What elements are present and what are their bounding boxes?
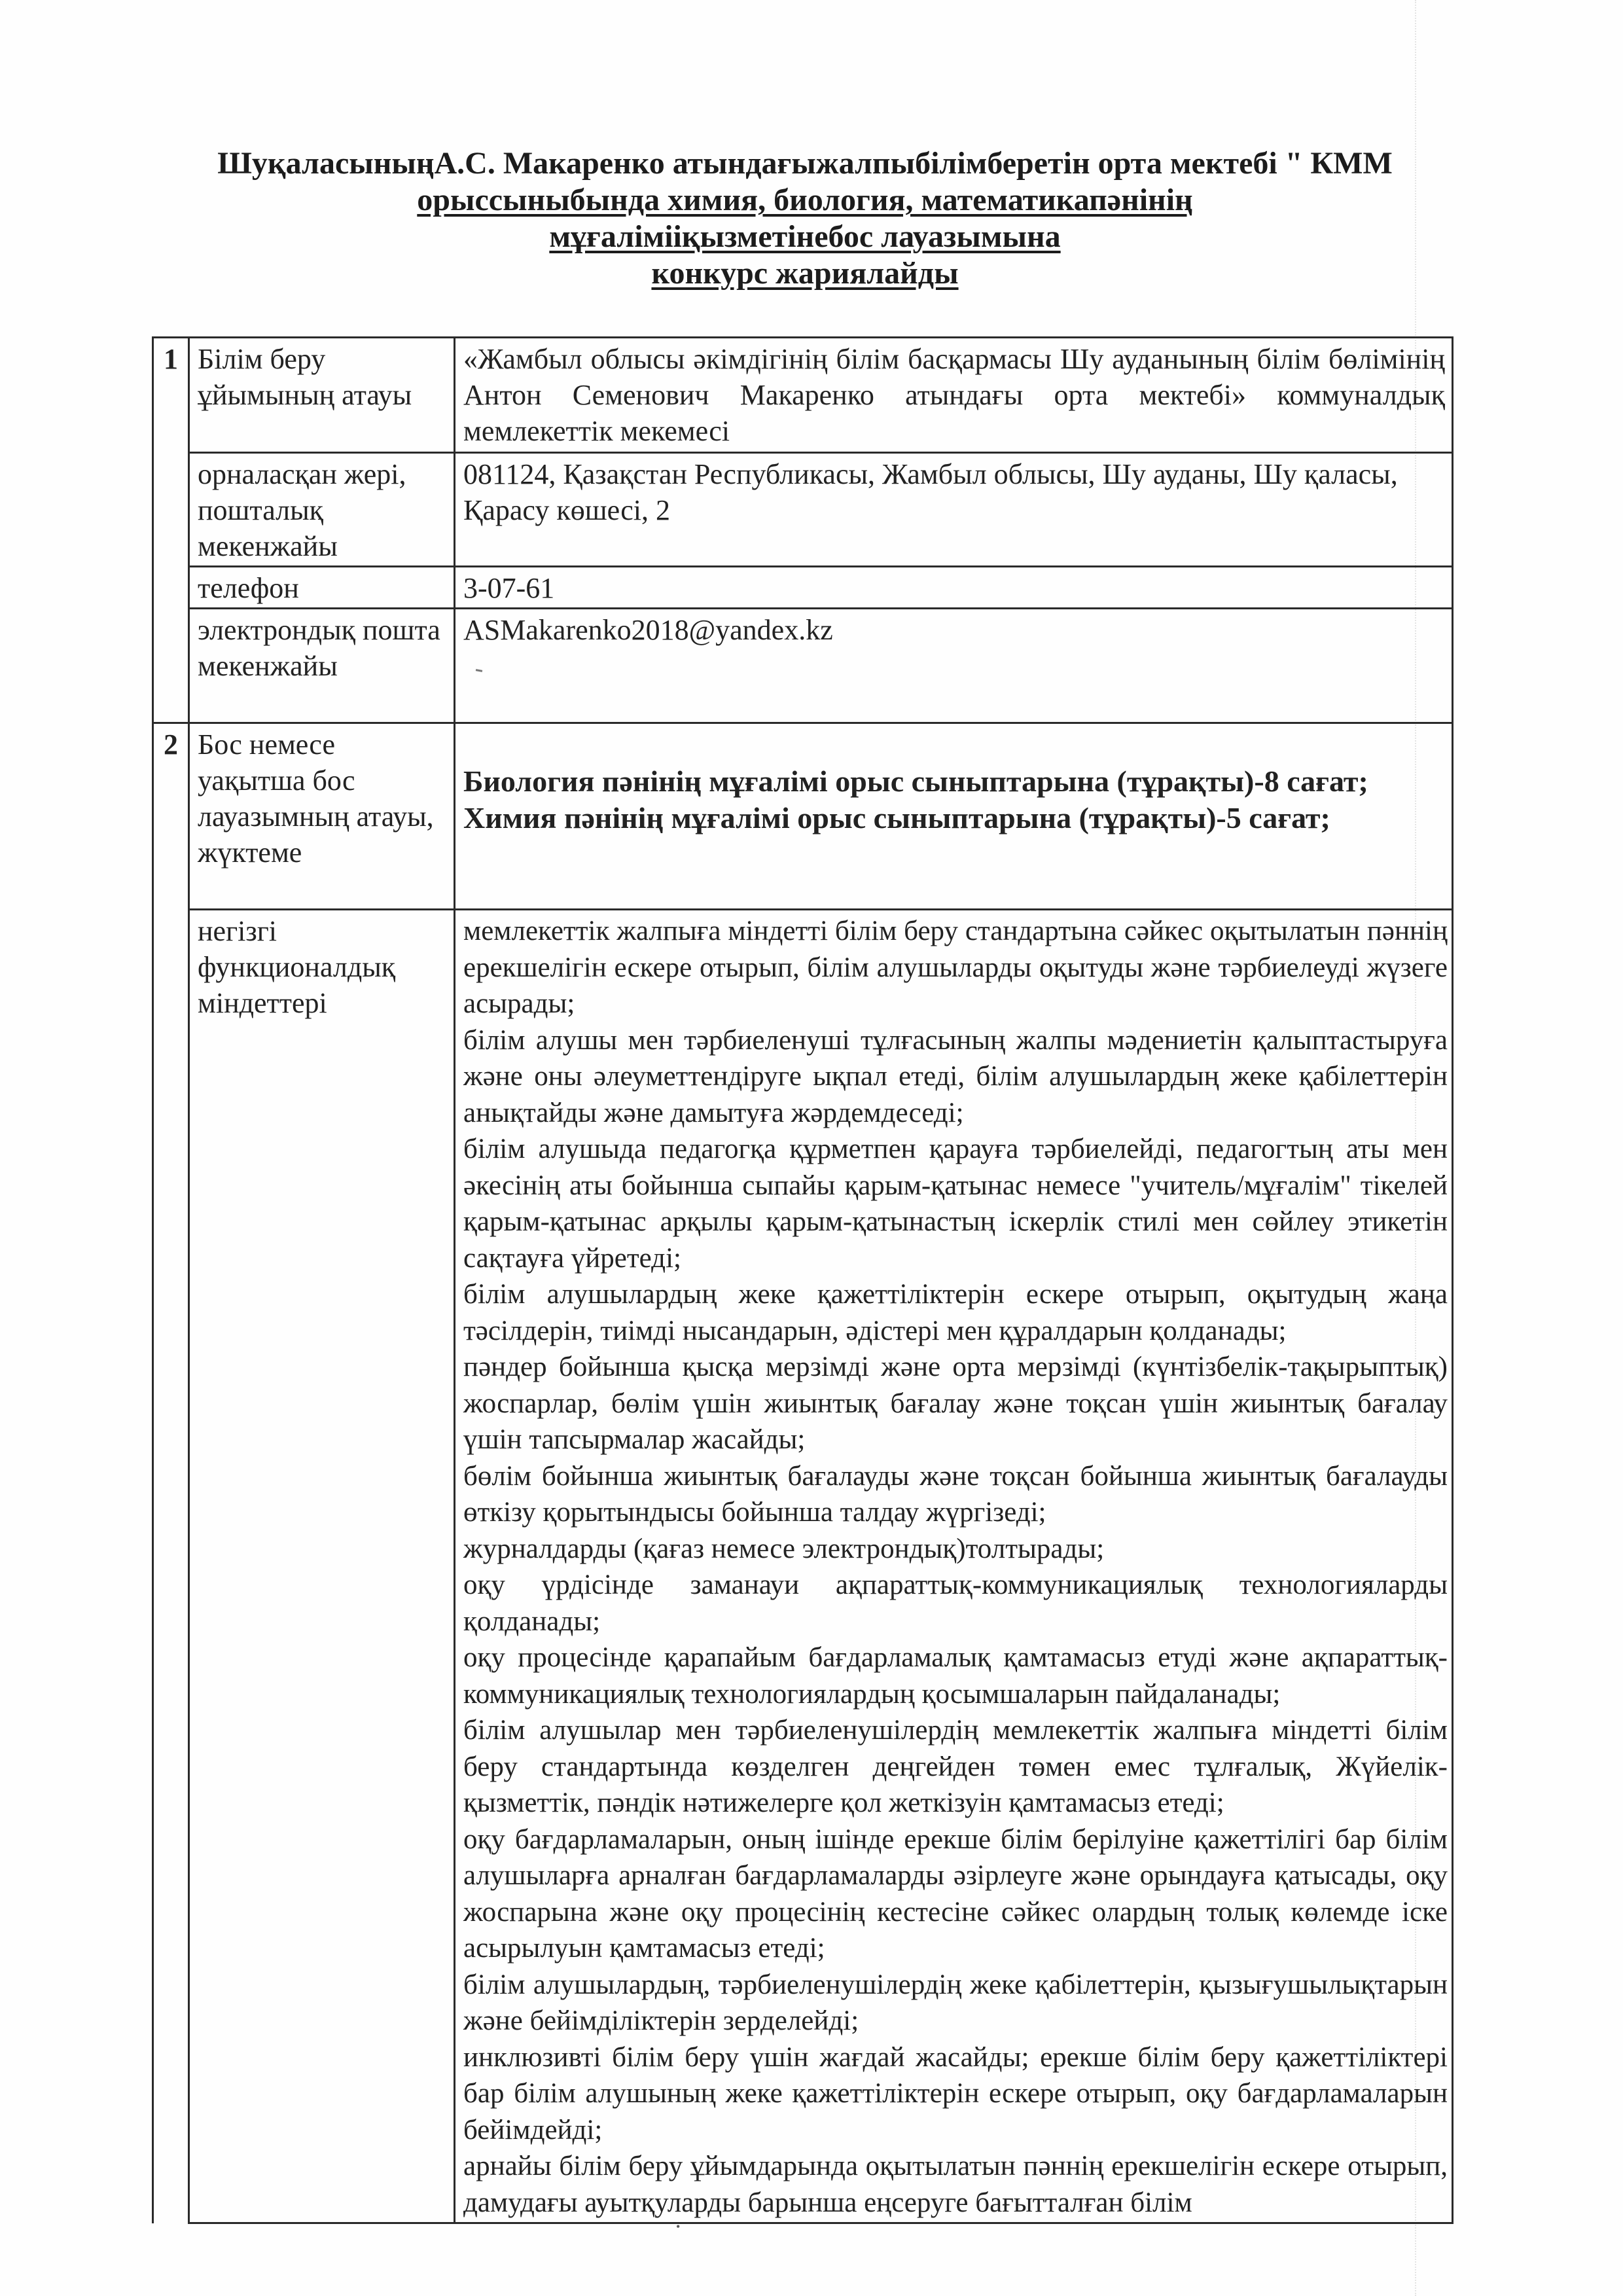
value-position bbox=[455, 723, 1453, 910]
email-address: ASMakarenko2018@yandex.kz bbox=[463, 614, 833, 646]
table-row-email bbox=[153, 609, 1453, 723]
table-row-phone bbox=[153, 567, 1453, 609]
label-address: орналасқан жері, пошталық мекенжайы bbox=[189, 453, 455, 567]
title-line-2: орыссыныбында химия, биология, математикапәнінің bbox=[417, 183, 1193, 217]
duty-item: білім алушы мен тәрбиеленуші тұлғасының жалпы мәдениетін қалыптастыруға және оны әлеуметтендіруге ықпал етеді, білім алушылардың жеке қабілеттерін анықтайды және дамытуға жәрдемдеседі; bbox=[463, 1024, 1448, 1128]
vacancy-table bbox=[152, 336, 1454, 2224]
position-chemistry: Химия пәнінің мұғалімі орыс сыныптарына (тұрақты)-5 сағат; bbox=[463, 801, 1330, 834]
label-phone: телефон bbox=[189, 567, 455, 609]
label-position: Бос немесе уақытша бос лауазымның атауы, жүктеме bbox=[189, 723, 455, 910]
table-row-duties bbox=[153, 910, 1453, 2223]
duty-item: оқу үрдісінде заманауи ақпараттық-коммуникациялық технологияларды қолданады; bbox=[463, 1570, 1448, 1637]
label-duties: негізгі функционалдық міндеттері bbox=[189, 910, 455, 2223]
table-row-org-name bbox=[153, 338, 1453, 453]
value-address: 081124, Қазақстан Республикасы, Жамбыл облысы, Шу ауданы, Шу қаласы, Қарасу көшесі, 2 bbox=[455, 453, 1453, 567]
title-line-3: мұғалімііқызметінебос лауазымына bbox=[549, 219, 1061, 254]
title-line-4: конкурс жариялайды bbox=[651, 256, 959, 291]
table-row-address bbox=[153, 453, 1453, 567]
value-phone: 3-07-61 bbox=[455, 567, 1453, 609]
duty-item: журналдарды (қағаз немесе электрондық)толтырады; bbox=[463, 1533, 1105, 1564]
scan-speck: • bbox=[676, 2220, 681, 2233]
position-biology: Биология пәнінің мұғалімі орыс сыныптарына (тұрақты)-8 сағат; bbox=[463, 764, 1368, 798]
announcement-title bbox=[157, 145, 1453, 292]
duty-item: білім алушылардың жеке қажеттіліктерін ескере отырып, оқытудың жаңа тәсілдерін, тиімді нысандарын, әдістері мен құралдарын қолданады; bbox=[463, 1279, 1448, 1346]
duty-item: білім алушылар мен тәрбиеленушілердің мемлекеттік жалпыға міндетті білім беру стандартында көзделген деңгейден төмен емес тұлғалық, Жүйелік-қызметтік, пәндік нәтижелерге қол жеткізуін қамтамасыз етеді; bbox=[463, 1715, 1448, 1818]
section-number-2: 2 bbox=[153, 723, 189, 2223]
value-email bbox=[455, 609, 1453, 723]
value-duties bbox=[455, 910, 1453, 2223]
label-org-name: Білім беру ұйымының атауы bbox=[189, 338, 455, 453]
duty-item: білім алушылардың, тәрбиеленушілердің жеке қабілеттерін, қызығушылықтарын және бейімділіктерін зерделейді; bbox=[463, 1969, 1448, 2036]
duty-item: бөлім бойынша жиынтық бағалауды және тоқсан бойынша жиынтық бағалауды өткізу қорытындысы бойынша талдау жүргізеді; bbox=[463, 1460, 1448, 1528]
duty-item: арнайы білім беру ұйымдарында оқытылатын пәннің ерекшелігін ескере отырып, дамудағы ауытқуларды барынша еңсеруге бағытталған білім bbox=[463, 2151, 1448, 2218]
label-email: электрондық пошта мекенжайы bbox=[189, 609, 455, 723]
duty-item: инклюзивті білім беру үшін жағдай жасайды; ерекше білім беру қажеттіліктері бар білім алушының жеке қажеттіліктерін ескере отырып, оқу бағдарламаларын бейімдейді; bbox=[463, 2041, 1448, 2145]
duty-item: оқу бағдарламаларын, оның ішінде ерекше білім берілуіне қажеттілігі бар білім алушыларға арналған бағдарламаларды әзірлеуге және орындауға қатысады, оқу жоспарына және оқу процесінің кестесіне сәйкес олардың толық көлемде іске асырылуын қамтамасыз етеді; bbox=[463, 1823, 1448, 1964]
value-org-name: «Жамбыл облысы әкімдігінің білім басқармасы Шу ауданының білім бөлімінің Антон Семенович Макаренко атындағы орта мектебі» коммуналдық мемлекеттік мекемесі bbox=[455, 338, 1453, 453]
title-line-1: ШуқаласыныңА.С. Макаренко атындағыжалпыбілімберетін орта мектебі " КММ bbox=[217, 146, 1393, 181]
duty-item: пәндер бойынша қысқа мерзімді және орта мерзімді (күнтізбелік-тақырыптық) жоспарлар, бөлім үшін жиынтық бағалау және тоқсан үшін жиынтық бағалау үшін тапсырмалар жасайды; bbox=[463, 1352, 1448, 1455]
duty-item: білім алушыда педагогқа құрметпен қарауға тәрбиелейді, педагогтың аты мен әкесінің аты бойынша сыпайы қарым-қатынас немесе "учитель/мұғалім" тікелей қарым-қатынас арқылы қарым-қатынастың іскерлік стилі мен сөйлеу этикетін сақтауға үйретеді; bbox=[463, 1134, 1448, 1274]
section-number-1: 1 bbox=[153, 338, 189, 723]
table-row-position bbox=[153, 723, 1453, 910]
duty-item: оқу процесінде қарапайым бағдарламалық қамтамасыз етуді және ақпараттық-коммуникациялық технологиялардың қосымшаларын пайдаланады; bbox=[463, 1642, 1448, 1710]
duty-item: мемлекеттік жалпыға міндетті білім беру стандартына сәйкес оқытылатын пәннің ерекшелігін ескере отырып, білім алушыларды оқытуды және тәрбиелеуді жүзеге асырады; bbox=[463, 916, 1448, 1019]
